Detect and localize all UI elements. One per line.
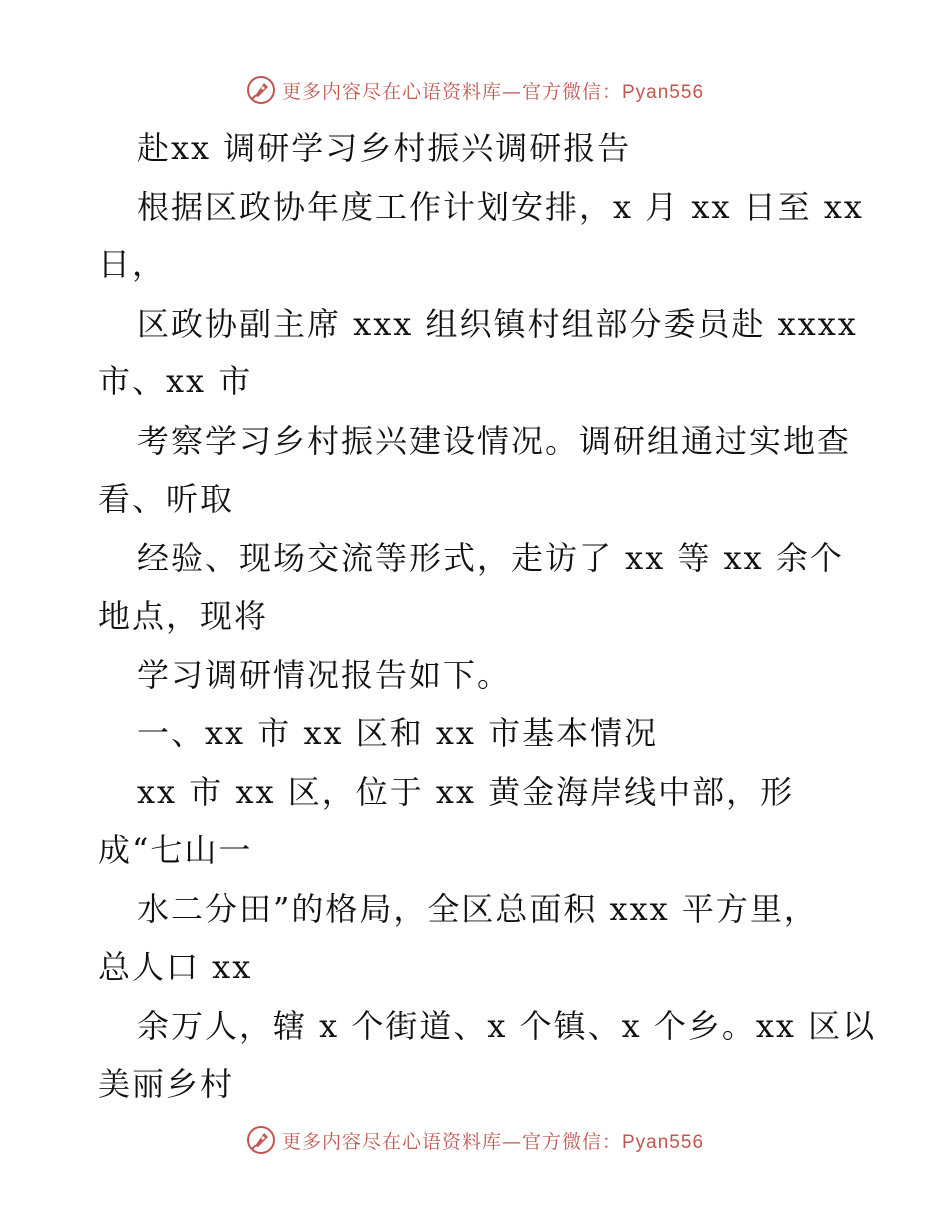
document-title: 赴xx 调研学习乡村振兴调研报告 xyxy=(137,129,632,167)
header-banner-text: 更多内容尽在心语资料库—官方微信：Pyan556 xyxy=(281,80,705,103)
paragraph-line: 考察学习乡村振兴建设情况。调研组通过实地查 xyxy=(137,422,852,460)
paragraph-line: 区政协副主席 xxx 组织镇村组部分委员赴 xxxx xyxy=(137,305,858,343)
paragraph-line: 地点，现将 xyxy=(98,597,269,635)
footer-banner xyxy=(0,1120,950,1160)
paragraph-line: 市、xx 市 xyxy=(98,362,253,400)
paragraph-line: 看、听取 xyxy=(98,480,235,518)
paragraph-line: 根据区政协年度工作计划安排，x 月 xx 日至 xx xyxy=(137,188,864,226)
paragraph-line: 学习调研情况报告如下。 xyxy=(137,656,512,694)
paragraph-line: 经验、现场交流等形式，走访了 xx 等 xx 余个 xyxy=(137,539,844,577)
paragraph-line: 美丽乡村 xyxy=(98,1065,235,1103)
paragraph-line: 余万人，辖 x 个街道、x 个镇、x 个乡。xx 区以 xyxy=(137,1007,877,1045)
footer-banner-text: 更多内容尽在心语资料库—官方微信：Pyan556 xyxy=(281,1130,705,1153)
paragraph-line: 成“七山一 xyxy=(98,831,253,869)
pen-nib-logo-icon xyxy=(246,1125,276,1155)
paragraph-line: 总人口 xx xyxy=(98,948,253,986)
wechat-id: Pyan556 xyxy=(622,1131,705,1153)
section-heading: 一、xx 市 xx 区和 xx 市基本情况 xyxy=(137,714,659,752)
paragraph-line: 水二分田”的格局，全区总面积 xxx 平方里， xyxy=(137,890,818,928)
paragraph-line: 日， xyxy=(98,245,167,283)
paragraph-line: xx 市 xx 区，位于 xx 黄金海岸线中部，形 xyxy=(137,773,795,811)
wechat-id: Pyan556 xyxy=(622,81,705,103)
